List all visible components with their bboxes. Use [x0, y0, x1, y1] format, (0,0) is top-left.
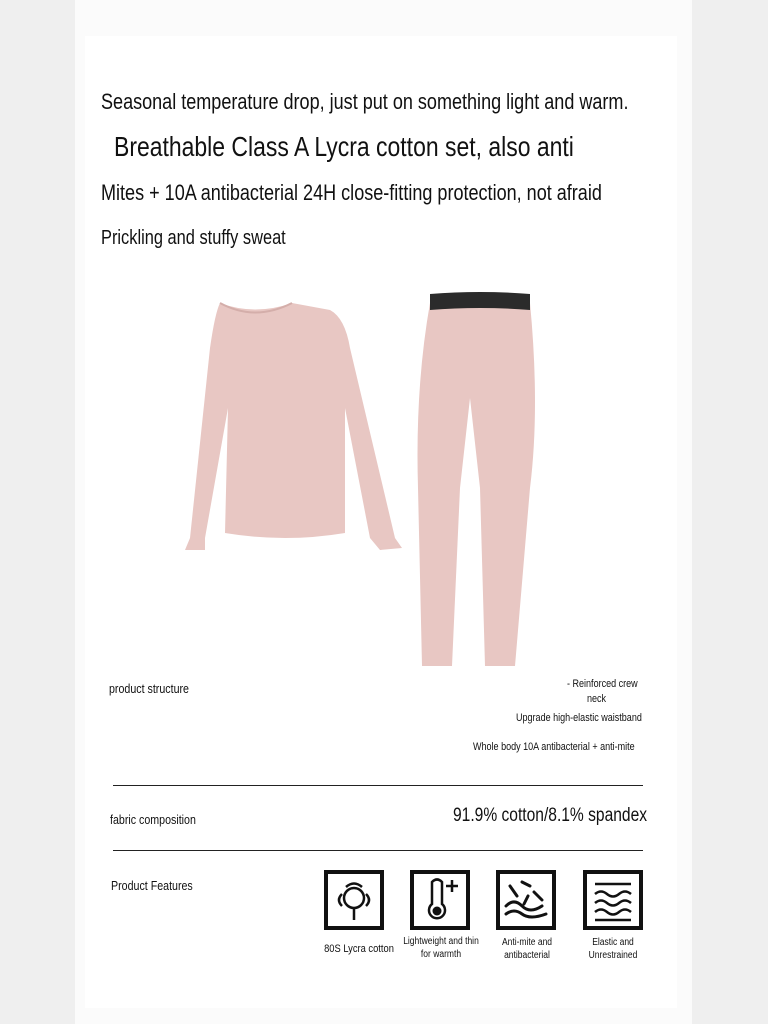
headline-line-3: Mites + 10A antibacterial 24H close-fitting protection, not afraid [101, 180, 602, 205]
divider [113, 785, 643, 786]
product-features-label: Product Features [111, 878, 193, 893]
product-structure-label: product structure [109, 681, 189, 696]
fabric-value: 91.9% cotton/8.1% spandex [453, 805, 648, 826]
waves-icon [583, 870, 643, 930]
leggings [418, 303, 536, 666]
cotton-icon [324, 870, 384, 930]
thermometer-icon [410, 870, 470, 930]
long-sleeve-top [185, 303, 402, 550]
anti-mite-icon [496, 870, 556, 930]
structure-point-1b: neck [587, 693, 607, 705]
headline-line-4: Prickling and stuffy sweat [101, 227, 286, 249]
feature-label-lightweight: Lightweight and thin for warmth [403, 936, 479, 960]
headline-line-2: Breathable Class A Lycra cotton set, also anti [114, 131, 574, 162]
feature-label-anti-mite: Anti-mite and antibacterial [501, 937, 553, 961]
structure-point-2: Upgrade high-elastic waistband [516, 712, 642, 724]
fabric-label: fabric composition [110, 812, 196, 827]
feature-label-cotton: 80S Lycra cotton [324, 943, 394, 955]
thermal-set-image [180, 288, 550, 673]
waistband [430, 292, 530, 310]
structure-point-3: Whole body 10A antibacterial + anti-mite [473, 741, 635, 753]
feature-label-elastic: Elastic and Unrestrained [588, 937, 638, 961]
divider [113, 850, 643, 851]
structure-point-1: - Reinforced crew [567, 678, 638, 690]
headline-line-1: Seasonal temperature drop, just put on something light and warm. [101, 89, 629, 114]
